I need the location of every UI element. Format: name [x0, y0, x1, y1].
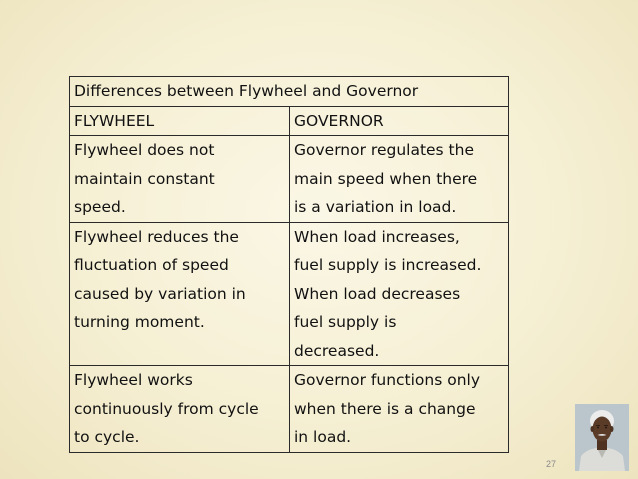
cell-line: to cycle. [74, 428, 140, 446]
cell-line: When load increases, [294, 227, 460, 246]
cell-line: maintain constant [74, 169, 215, 188]
cell-line: fuel supply is increased. [294, 256, 482, 274]
table-row [70, 222, 509, 366]
governor-cell [290, 136, 509, 223]
cell-line: Governor functions only [294, 371, 481, 389]
cell-line: continuously from cycle [74, 399, 259, 418]
cell-line: turning moment. [74, 313, 205, 331]
cell-line: speed. [74, 198, 126, 216]
presenter-portrait-icon [575, 404, 629, 471]
table-row [70, 366, 509, 453]
cell-line: fuel supply is [294, 313, 397, 331]
cell-line: When load decreases [294, 284, 461, 303]
cell-line: when there is a change [294, 399, 476, 418]
page-number: 27 [546, 459, 557, 469]
cell-line: Governor regulates the [294, 141, 474, 159]
portrait-graphic [575, 404, 629, 471]
header-governor [290, 106, 509, 136]
governor-cell [290, 222, 509, 366]
cell-line: decreased. [294, 341, 380, 360]
cell-line: is a variation in load. [294, 198, 457, 216]
table-title-row [70, 77, 509, 107]
header-flywheel-text: FLYWHEEL [74, 111, 155, 130]
table-title [70, 77, 509, 107]
cell-line: caused by variation in [74, 284, 246, 303]
table-row [70, 136, 509, 223]
header-governor-text: GOVERNOR [294, 111, 384, 130]
cell-line: fluctuation of speed [74, 256, 229, 274]
table-title-text: Differences between Flywheel and Governor [74, 82, 419, 100]
flywheel-cell [70, 222, 290, 366]
flywheel-cell [70, 366, 290, 453]
table-header-row [70, 106, 509, 136]
cell-line: Flywheel does not [74, 141, 215, 159]
cell-line: Flywheel reduces the [74, 227, 239, 246]
comparison-table [69, 76, 509, 453]
flywheel-cell [70, 136, 290, 223]
cell-line: in load. [294, 428, 352, 446]
cell-line: Flywheel works [74, 371, 193, 389]
governor-cell [290, 366, 509, 453]
header-flywheel [70, 106, 290, 136]
cell-line: main speed when there [294, 169, 478, 188]
